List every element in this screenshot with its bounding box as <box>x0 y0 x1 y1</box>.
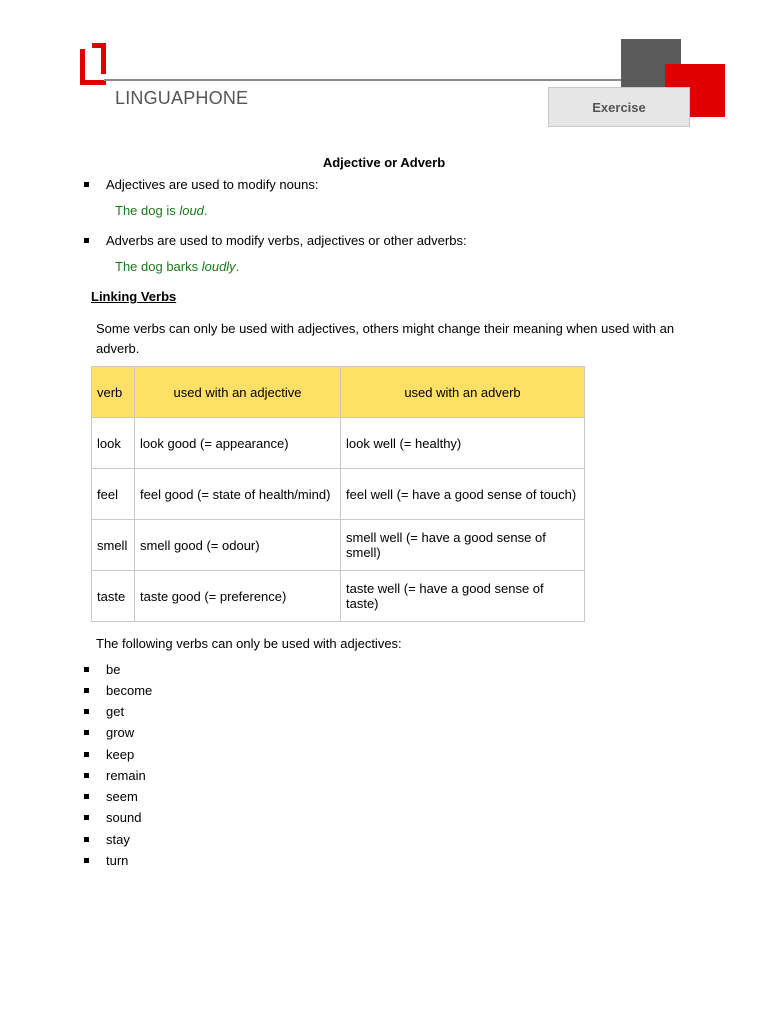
list-item: grow <box>106 725 135 740</box>
bullet-icon <box>84 667 89 672</box>
bullet-icon <box>84 182 89 187</box>
exercise-badge-label: Exercise <box>592 99 646 115</box>
section-intro: Some verbs can only be used with adjectives, others might change their meaning when used with an adverb. <box>96 321 675 356</box>
bullet-icon <box>84 238 89 243</box>
table-cell: look well (= healthy) <box>341 418 585 469</box>
list-item: seem <box>106 789 138 804</box>
example-adjective: The dog is loud. <box>115 203 208 218</box>
list-item: become <box>106 683 153 698</box>
list-item: stay <box>106 832 130 847</box>
exercise-badge <box>548 87 690 127</box>
table-cell: taste well (= have a good sense of taste) <box>341 571 585 622</box>
bullet-icon <box>84 815 89 820</box>
table-cell: feel good (= state of health/mind) <box>135 469 341 520</box>
header-rule <box>104 79 644 81</box>
example-adverb: The dog barks loudly. <box>115 259 240 274</box>
table-row <box>92 571 585 622</box>
table-cell: smell good (= odour) <box>135 520 341 571</box>
bullet-icon <box>84 773 89 778</box>
table-cell: look <box>92 418 135 469</box>
linking-verbs-table <box>91 366 585 622</box>
table-row <box>92 520 585 571</box>
page-title: Adjective or Adverb <box>322 155 446 170</box>
table-cell: taste <box>92 571 135 622</box>
table-cell: look good (= appearance) <box>135 418 341 469</box>
bullet-icon <box>84 858 89 863</box>
table-cell: feel well (= have a good sense of touch) <box>341 469 585 520</box>
table-row <box>92 418 585 469</box>
table-header-cell: verb <box>92 367 135 418</box>
table-cell: smell well (= have a good sense of smell) <box>341 520 585 571</box>
list-item: keep <box>106 747 135 762</box>
list-item: be <box>106 662 121 677</box>
list-item: get <box>106 704 125 719</box>
table-cell: taste good (= preference) <box>135 571 341 622</box>
table-cell: feel <box>92 469 135 520</box>
bullet-icon <box>84 752 89 757</box>
section-heading: Linking Verbs <box>91 289 177 304</box>
rule-adjective: Adjectives are used to modify nouns: <box>106 177 319 192</box>
bullet-icon <box>84 709 89 714</box>
list-item: sound <box>106 810 142 825</box>
bullet-icon <box>84 688 89 693</box>
table-row <box>92 469 585 520</box>
following-verbs-intro: The following verbs can only be used with adjectives: <box>96 636 402 651</box>
brand-name: LINGUAPHONE <box>115 88 249 108</box>
table-cell: smell <box>92 520 135 571</box>
bullet-icon <box>84 837 89 842</box>
table-header-cell: used with an adjective <box>135 367 341 418</box>
list-item: turn <box>106 853 129 868</box>
rule-adverb: Adverbs are used to modify verbs, adjectives or other adverbs: <box>106 233 467 248</box>
bullet-icon <box>84 794 89 799</box>
list-item: remain <box>106 768 146 783</box>
table-header-row <box>92 367 585 418</box>
table-header-cell: used with an adverb <box>341 367 585 418</box>
bullet-icon <box>84 730 89 735</box>
